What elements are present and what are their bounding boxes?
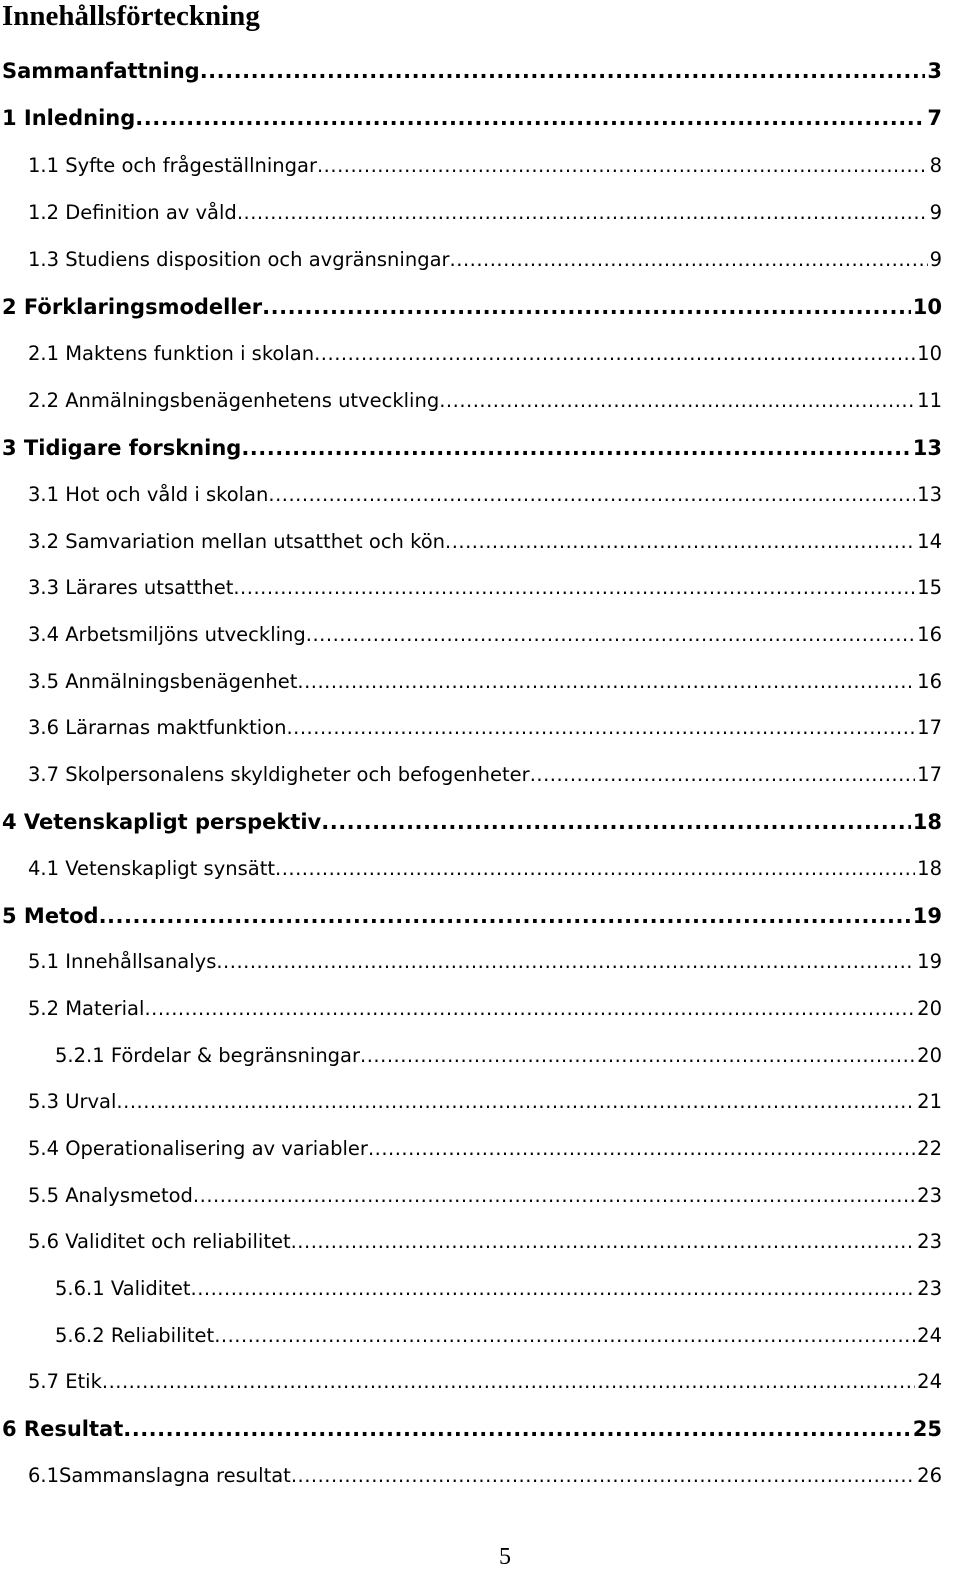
toc-entry-page: 11: [917, 389, 942, 412]
page-number: 5: [499, 1544, 511, 1570]
toc-entry-title: 3.3 Lärares utsatthet: [28, 576, 234, 599]
toc-entry-title: 2 Förklaringsmodeller: [2, 295, 263, 319]
toc-entry-page: 15: [917, 576, 942, 599]
toc-entry-page: 19: [917, 950, 942, 973]
dot-leader: [314, 338, 915, 370]
dot-leader: [286, 712, 915, 744]
toc-entry-title: 5.2 Material: [28, 997, 145, 1020]
toc-entry[interactable]: [28, 526, 942, 558]
toc-entry-title: 3 Tidigare forskning: [2, 436, 242, 460]
dot-leader: [368, 1133, 915, 1165]
toc-entry[interactable]: [2, 806, 942, 838]
dot-leader: [191, 1273, 916, 1305]
toc-entry-title: 1 Inledning: [2, 106, 136, 130]
toc-entry-title: 5.7 Etik: [28, 1370, 102, 1393]
toc-entry-page: 17: [917, 716, 942, 739]
dot-leader: [135, 102, 925, 134]
toc-entry-page: 17: [917, 763, 942, 786]
toc-entry-title: 5.6.2 Reliabilitet: [55, 1324, 215, 1347]
dot-leader: [216, 946, 915, 978]
toc-entry-page: 14: [917, 530, 942, 553]
toc-entry-page: 3: [927, 59, 942, 83]
dot-leader: [268, 479, 915, 511]
toc-entry-page: 9: [929, 248, 942, 271]
toc-entry[interactable]: [28, 1180, 942, 1212]
dot-leader: [116, 1086, 915, 1118]
dot-leader: [233, 572, 915, 604]
toc-entry[interactable]: [28, 712, 942, 744]
toc-entry-title: 4 Vetenskapligt perspektiv: [2, 810, 322, 834]
toc-entry-title: 5.3 Urval: [28, 1090, 117, 1113]
toc-entry-title: 5.5 Analysmetod: [28, 1184, 193, 1207]
toc-entry-page: 26: [917, 1464, 942, 1487]
toc-entry-page: 18: [917, 857, 942, 880]
toc-entry-page: 10: [912, 295, 942, 319]
toc-entry-title: 5.6 Validitet och reliabilitet: [28, 1230, 291, 1253]
dot-leader: [317, 150, 928, 182]
dot-leader: [193, 1180, 915, 1212]
dot-leader: [360, 1040, 915, 1072]
toc-entry-page: 23: [917, 1230, 942, 1253]
toc-entry-title: 3.1 Hot och våld i skolan: [28, 483, 269, 506]
toc-entry-page: 21: [917, 1090, 942, 1113]
toc-entry[interactable]: [2, 432, 942, 464]
toc-entry-title: 1.3 Studiens disposition och avgränsningar: [28, 248, 450, 271]
toc-entry[interactable]: [28, 1133, 942, 1165]
dot-leader: [291, 1226, 916, 1258]
toc-entry[interactable]: [28, 993, 942, 1025]
toc-entry[interactable]: [2, 102, 942, 134]
toc-entry-page: 13: [917, 483, 942, 506]
toc-entry[interactable]: [28, 946, 942, 978]
toc-entry-page: 9: [929, 201, 942, 224]
toc-entry[interactable]: [28, 1086, 942, 1118]
toc-entry[interactable]: [28, 759, 942, 791]
dot-leader: [262, 291, 911, 323]
toc-entry-title: 6 Resultat: [2, 1417, 124, 1441]
toc-entry[interactable]: [28, 244, 942, 276]
toc-entry-page: 10: [917, 342, 942, 365]
dot-leader: [200, 55, 926, 87]
toc-entry[interactable]: [28, 1366, 942, 1398]
toc-entry[interactable]: [28, 666, 942, 698]
toc-entry-title: 3.4 Arbetsmiljöns utveckling: [28, 623, 306, 646]
toc-entry[interactable]: [2, 1413, 942, 1445]
toc-entry-page: 23: [917, 1184, 942, 1207]
toc-entry[interactable]: [2, 291, 942, 323]
toc-entry-title: 3.2 Samvariation mellan utsatthet och kön: [28, 530, 445, 553]
toc-entry-page: 23: [917, 1277, 942, 1300]
toc-entry-title: 5.2.1 Fördelar & begränsningar: [55, 1044, 361, 1067]
toc-entry[interactable]: [28, 479, 942, 511]
toc-entry-title: 1.2 Definition av våld: [28, 201, 237, 224]
toc-entry-title: 2.2 Anmälningsbenägenhetens utveckling: [28, 389, 440, 412]
toc-entry-page: 7: [927, 106, 942, 130]
toc-entry[interactable]: [2, 900, 942, 932]
toc-entry[interactable]: [28, 853, 942, 885]
toc-entry-page: 20: [917, 997, 942, 1020]
toc-entry-title: 3.5 Anmälningsbenägenhet: [28, 670, 298, 693]
toc-entry[interactable]: [28, 385, 942, 417]
toc-entry-page: 8: [929, 154, 942, 177]
toc-title: Innehållsförteckning: [2, 0, 260, 32]
toc-entry[interactable]: [28, 150, 942, 182]
toc-entry-title: 5 Metod: [2, 904, 99, 928]
toc-entry-title: 3.7 Skolpersonalens skyldigheter och befogenheter: [28, 763, 530, 786]
toc-entry[interactable]: [28, 1226, 942, 1258]
dot-leader: [291, 1460, 915, 1492]
toc-entry-page: 16: [917, 670, 942, 693]
toc-entry-page: 16: [917, 623, 942, 646]
dot-leader: [102, 1366, 915, 1398]
dot-leader: [445, 526, 915, 558]
toc-entry-title: 2.1 Maktens funktion i skolan: [28, 342, 315, 365]
toc-entry-title: 6.1Sammanslagna resultat: [28, 1464, 291, 1487]
toc-entry[interactable]: [28, 338, 942, 370]
toc-entry-title: 3.6 Lärarnas maktfunktion: [28, 716, 287, 739]
dot-leader: [439, 385, 915, 417]
dot-leader: [144, 993, 915, 1025]
dot-leader: [306, 619, 915, 651]
dot-leader: [99, 900, 911, 932]
toc-entry[interactable]: [28, 1460, 942, 1492]
toc-entry-title: 1.1 Syfte och frågeställningar: [28, 154, 317, 177]
toc-entry-page: 22: [917, 1137, 942, 1160]
toc-entry-title: 5.6.1 Validitet: [55, 1277, 191, 1300]
dot-leader: [450, 244, 928, 276]
toc-entry-title: 5.1 Innehållsanalys: [28, 950, 217, 973]
toc-entry-title: 4.1 Vetenskapligt synsätt: [28, 857, 275, 880]
toc-entry[interactable]: [28, 572, 942, 604]
toc-entry-page: 20: [917, 1044, 942, 1067]
toc-entry-page: 24: [917, 1370, 942, 1393]
dot-leader: [297, 666, 915, 698]
toc-entry-page: 18: [912, 810, 942, 834]
toc-entry[interactable]: [55, 1320, 942, 1352]
toc-entry-title: Sammanfattning: [2, 59, 200, 83]
toc-entry[interactable]: [55, 1273, 942, 1305]
toc-entry[interactable]: [55, 1040, 942, 1072]
dot-leader: [123, 1413, 911, 1445]
toc-entry[interactable]: [28, 619, 942, 651]
toc-entry-page: 25: [912, 1417, 942, 1441]
dot-leader: [237, 197, 928, 229]
dot-leader: [214, 1320, 915, 1352]
toc-entry-title: 5.4 Operationalisering av variabler: [28, 1137, 368, 1160]
toc-entry-page: 19: [912, 904, 942, 928]
toc-entry[interactable]: [2, 55, 942, 87]
dot-leader: [321, 806, 911, 838]
dot-leader: [241, 432, 910, 464]
dot-leader: [530, 759, 915, 791]
toc-entry[interactable]: [28, 197, 942, 229]
toc-entry-page: 24: [917, 1324, 942, 1347]
dot-leader: [275, 853, 915, 885]
toc-entry-page: 13: [912, 436, 942, 460]
